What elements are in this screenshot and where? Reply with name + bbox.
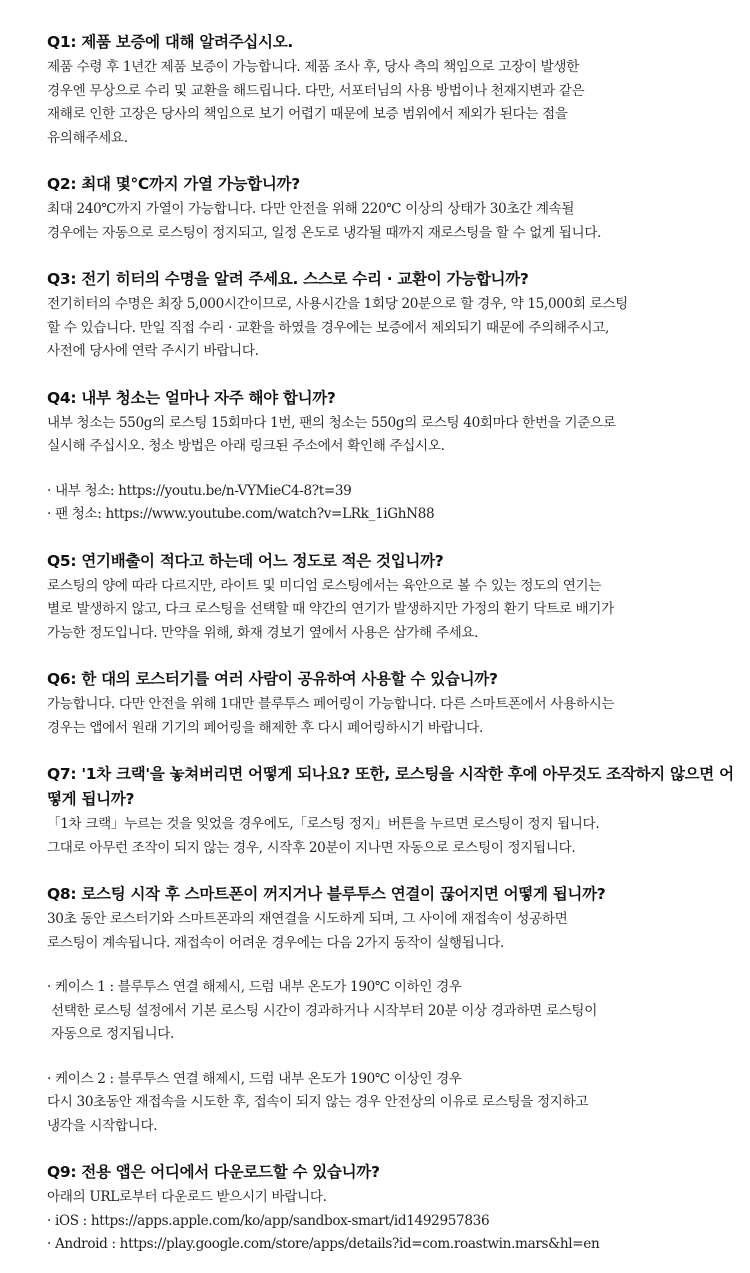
faq-answer-line: · Android : https://play.google.com/store/apps/details?id=com.roastwin.mars&hl=en bbox=[47, 1236, 600, 1252]
faq-item bbox=[47, 267, 736, 364]
faq-answer-line: 내부 청소는 550g의 로스팅 15회마다 1번, 팬의 청소는 550g의 로스팅 40회마다 한번을 기준으로 bbox=[47, 414, 616, 431]
faq-answer-line: 제품 수령 후 1년간 제품 보증이 가능합니다. 제품 조사 후, 당사 측의 책임으로 고장이 발생한 bbox=[47, 59, 579, 75]
faq-answer bbox=[47, 813, 736, 860]
faq-question: Q9: 전용 앱은 어디에서 다운로드할 수 있습니까? bbox=[47, 1163, 380, 1181]
faq-answer-line: 유의해주세요. bbox=[47, 129, 128, 146]
faq-item bbox=[47, 762, 736, 860]
faq-answer bbox=[47, 293, 736, 364]
faq-answer-line: · 케이스 2 : 블루투스 연결 해제시, 드럼 내부 온도가 190℃ 이상인 경우 bbox=[47, 1070, 462, 1087]
faq-answer-line: 사전에 당사에 연락 주시기 바랍니다. bbox=[47, 343, 259, 359]
faq-answer bbox=[47, 693, 736, 740]
faq-question: Q8: 로스팅 시작 후 스마트폰이 꺼지거나 블루투스 연결이 끊어지면 어떻게 됩니까? bbox=[47, 885, 606, 903]
faq-answer-line: 실시해 주십시오. 청소 방법은 아래 링크된 주소에서 확인해 주십시오. bbox=[47, 438, 445, 454]
faq-answer-line: · 팬 청소: https://www.youtube.com/watch?v=LRk_1iGhN88 bbox=[47, 506, 435, 522]
faq-item bbox=[47, 549, 736, 646]
faq-item bbox=[47, 386, 736, 527]
faq-item bbox=[47, 1160, 736, 1257]
paragraph-gap bbox=[47, 955, 736, 976]
faq-answer bbox=[47, 198, 736, 245]
faq-item bbox=[47, 667, 736, 740]
faq-answer-line: 아래의 URL로부터 다운로드 받으시기 바랍니다. bbox=[47, 1189, 327, 1205]
faq-question: Q5: 연기배출이 적다고 하는데 어느 정도로 적은 것입니까? bbox=[47, 551, 444, 570]
faq-answer-line: 다시 30초동안 재접속을 시도한 후, 접속이 되지 않는 경우 안전상의 이유로 로스팅을 정지하고 bbox=[47, 1094, 589, 1110]
faq-answer-line: 로스팅이 계속됩니다. 재접속이 어려운 경우에는 다음 2가지 동작이 실행됩니다. bbox=[47, 934, 505, 951]
faq-item bbox=[47, 172, 736, 245]
faq-answer bbox=[47, 575, 736, 646]
faq-answer bbox=[47, 412, 736, 527]
faq-answer-line: 냉각을 시작합니다. bbox=[47, 1117, 158, 1134]
faq-question: Q1: 제품 보증에 대해 알려주십시오. bbox=[47, 33, 293, 51]
faq-question: Q2: 최대 몇℃까지 가열 가능합니까? bbox=[47, 175, 300, 193]
faq-answer-line: 「1차 크랙」누르는 것을 잊었을 경우에도,「로스팅 정지」버튼을 누르면 로스팅이 정지 됩니다. bbox=[47, 816, 600, 832]
faq-answer-line: · 내부 청소: https://youtu.be/n-VYMieC4-8?t=39 bbox=[47, 482, 352, 499]
faq-question: Q3: 전기 히터의 수명을 알려 주세요. 스스로 수리 · 교환이 가능합니까? bbox=[47, 270, 529, 288]
faq-answer-line: 경우는 앱에서 원래 기기의 페어링을 해제한 후 다시 페어링하시기 바랍니다. bbox=[47, 719, 483, 736]
faq-question: Q7: '1차 크랙'을 놓쳐버리면 어떻게 되나요? 또한, 로스팅을 시작한 후에 아무것도 조작하지 않으면 어떻게 됩니까? bbox=[47, 765, 734, 808]
faq-question: Q4: 내부 청소는 얼마나 자주 해야 합니까? bbox=[47, 388, 336, 407]
faq-question: Q6: 한 대의 로스터기를 여러 사람이 공유하여 사용할 수 있습니까? bbox=[47, 670, 498, 688]
faq-answer-line: · iOS : https://apps.apple.com/ko/app/sandbox-smart/id1492957836 bbox=[47, 1212, 490, 1229]
faq-answer-line: 경우엔 무상으로 수리 및 교환을 해드립니다. 다만, 서포터님의 사용 방법이나 천재지변과 같은 bbox=[47, 82, 585, 99]
faq-item bbox=[47, 30, 736, 150]
faq-answer-line: 할 수 있습니다. 만일 직접 수리 · 교환을 하였을 경우에는 보증에서 제외되기 때문에 주의해주시고, bbox=[47, 319, 610, 336]
faq-answer bbox=[47, 56, 736, 150]
faq-answer-line: 선택한 로스팅 설정에서 기본 로스팅 시간이 경과하거나 시작부터 20분 이상 경과하면 로스팅이 bbox=[51, 1002, 597, 1019]
paragraph-gap bbox=[47, 1047, 736, 1068]
faq-answer-line: 별로 발생하지 않고, 다크 로스팅을 선택할 때 약간의 연기가 발생하지만 가정의 환기 닥트로 배기가 bbox=[47, 601, 614, 617]
faq-answer-line: 가능합니다. 다만 안전을 위해 1대만 블루투스 페어링이 가능합니다. 다른 스마트폰에서 사용하시는 bbox=[47, 696, 615, 712]
faq-answer-line: 30초 동안 로스터기와 스마트폰과의 재연결을 시도하게 되며, 그 사이에 재접속이 성공하면 bbox=[47, 911, 568, 927]
faq-answer-line: 그대로 아무런 조작이 되지 않는 경우, 시작후 20분이 지나면 자동으로 로스팅이 정지됩니다. bbox=[47, 839, 576, 856]
faq-answer-line: 전기히터의 수명은 최장 5,000시간이므로, 사용시간을 1회당 20분으로 할 경우, 약 15,000회 로스팅 bbox=[47, 296, 628, 312]
faq-answer-line: 로스팅의 양에 따라 다르지만, 라이트 및 미디엄 로스팅에서는 육안으로 볼 수 있는 정도의 연기는 bbox=[47, 577, 602, 594]
faq-answer-line: 최대 240℃까지 가열이 가능합니다. 다만 안전을 위해 220℃ 이상의 상태가 30초간 계속될 bbox=[47, 201, 575, 217]
faq-answer-line: · 케이스 1 : 블루투스 연결 해제시, 드럼 내부 온도가 190℃ 이하인 경우 bbox=[47, 979, 462, 995]
faq-item bbox=[47, 882, 736, 1138]
faq-answer bbox=[47, 1186, 736, 1257]
faq-answer-line: 재해로 인한 고장은 당사의 책임으로 보기 어렵기 때문에 보증 범위에서 제외가 된다는 점을 bbox=[47, 106, 568, 122]
faq-answer-line: 자동으로 정지됩니다. bbox=[51, 1026, 174, 1042]
paragraph-gap bbox=[47, 459, 736, 480]
faq-answer-line: 가능한 정도입니다. 만약을 위해, 화재 경보기 옆에서 사용은 삼가해 주세요. bbox=[47, 624, 479, 641]
faq-answer-line: 경우에는 자동으로 로스팅이 정지되고, 일정 온도로 냉각될 때까지 재로스팅을 할 수 없게 됩니다. bbox=[47, 224, 602, 241]
faq-answer bbox=[47, 908, 736, 1138]
